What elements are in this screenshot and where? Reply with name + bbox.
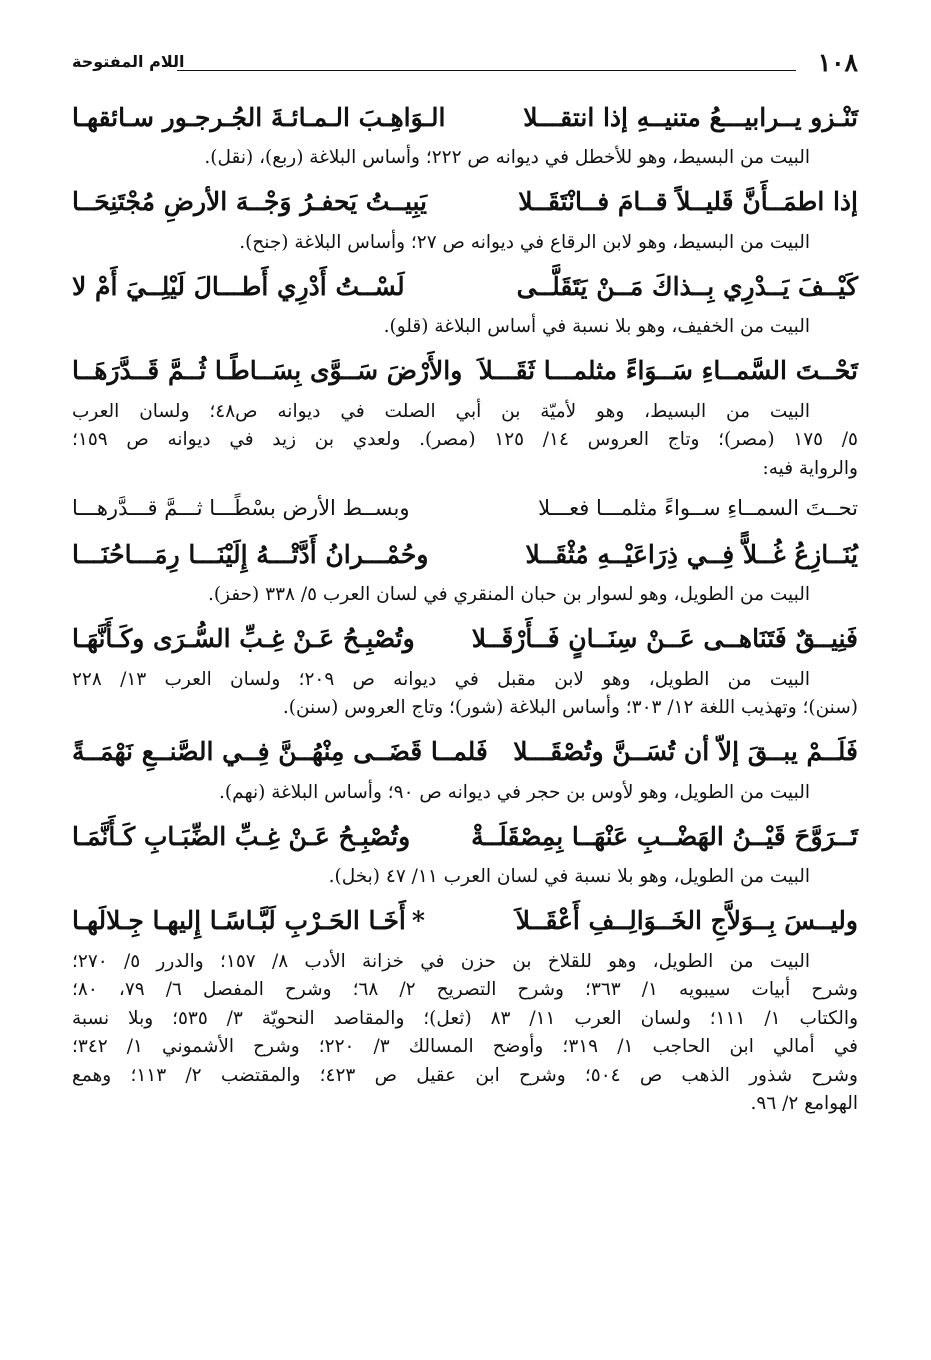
- verse-second-hemistich: كَيْــفَ يَــدْرِي بِــذاكَ مَــنْ يَتَقَلَّــى: [516, 271, 858, 301]
- verse-line: [72, 346, 858, 396]
- note-line: البيت من الطويل، وهو لسوار بن حبان المنقري في لسان العرب ٥/ ٣٣٨ (حفز).: [207, 584, 810, 605]
- running-title: اللام المفتوحة: [72, 52, 185, 71]
- verse-second-hemistich: إذا اطمَــأَنَّ قَليــلاً قــامَ فــانْتَقَــلا: [518, 187, 858, 216]
- verse-second-hemistich: يُنَــازِعُ غُــلاًّ فِــي ذِرَاعَيْــهِ مُثْقَــلا: [525, 539, 858, 569]
- verse-line: [72, 177, 858, 227]
- note-line: (سنن)؛ وتهذيب اللغة ١٢/ ٣٠٣؛ وأساس البلاغة (شور)؛ وتاج العروس (سنن).: [282, 697, 858, 718]
- verse-note: [72, 581, 858, 610]
- verse-first-hemistich: فَلمــا قَضَــى مِنْهُــنَّ فِــي الصَّنــعِ نَهْمَــةً: [72, 737, 488, 766]
- variant-first-hemistich: وبســط الأرض بسْطًـــا ثـــمَّ قـــدَّرهـــا: [72, 496, 410, 520]
- verse-first-hemistich: وتُصْبِـحُ عَـنْ غِـبِّ السُّـرَى وكَـأَنَّهَـا: [72, 624, 415, 653]
- verse-line: [72, 896, 858, 946]
- note-line: وشرح شذور الذهب ص ٥٠٤؛ وشرح ابن عقيل ص ٤٢٣؛ والمقتضب ٢/ ١١٣؛ وهمع: [72, 1064, 858, 1086]
- verse-line: [72, 261, 858, 311]
- shahid-star-marker: *: [411, 906, 425, 935]
- verse-first-hemistich: يَبِيــتُ يَحفـرُ وَجْــهَ الأرضِ مُجْتَنِحَــا: [72, 187, 428, 216]
- verse-line: [72, 529, 858, 579]
- verse-first-hemistich: وحُمْـــرانُ أَدَّتْـــهُ إِلَيْنَـــا رِمَـــاحُنَـــا: [72, 539, 429, 569]
- verse-second-hemistich: فَلَــمْ يبــقَ إلاّ أن تُسَــنَّ وتُصْقَـــلا: [513, 737, 858, 766]
- verse-line: [72, 92, 858, 142]
- verse-note: [72, 779, 858, 808]
- note-line: في أمالي ابن الحاجب ١/ ٣١٩؛ وأوضح المسالك ٣/ ٢٢٠؛ وشرح الأشموني ١/ ٣٤٢؛: [72, 1036, 858, 1057]
- header-rule: [177, 70, 796, 71]
- note-line: البيت من البسيط، وهو لابن الرقاع في ديوانه ص ٢٧؛ وأساس البلاغة (جنح).: [239, 231, 810, 253]
- page-body: [72, 92, 858, 1123]
- note-line: البيت من البسيط، وهو للأخطل في ديوانه ص ٢٢٢؛ وأساس البلاغة (ربع)، (نقل).: [204, 147, 810, 168]
- verse-line: [72, 727, 858, 777]
- note-line: البيت من الطويل، وهو لابن مقبل في ديوانه ص ٢٠٩؛ ولسان العرب ١٣/ ٢٢٨: [72, 668, 810, 690]
- note-line: البيت من الطويل، وهو بلا نسبة في لسان العرب ١١/ ٤٧ (بخل).: [328, 866, 810, 887]
- verse-first-hemistich: والأَرْضَ سَــوَّى بِسَــاطًـا ثُــمَّ قَــدَّرَهَــا: [72, 356, 463, 385]
- verse-first-hemistich: لَسْــتُ أَدْرِي أَطـــالَ لَيْلِــيَ أَمْ لا: [72, 271, 405, 301]
- verse-first-hemistich: الـوَاهِـبَ الـمـائـةَ الجُـرجـور سـائقهـا: [72, 102, 446, 132]
- verse-second-hemistich: تَنْـزو يــرابيـــعُ متنيــهِ إذا انتقـــلا: [523, 102, 858, 132]
- page-number: ١٠٨: [817, 48, 858, 77]
- page-header: [72, 50, 858, 78]
- variant-second-hemistich: تحــتَ السمــاءِ ســواءً مثلمـــا فعـــلا: [538, 496, 858, 520]
- note-line: البيت من الخفيف، وهو بلا نسبة في أساس البلاغة (قلو).: [383, 316, 810, 337]
- note-line: وشرح أبيات سيبويه ١/ ٣٦٣؛ وشرح التصريح ٢/ ٦٨؛ وشرح المفصل ٦/ ٧٩، ٨٠؛: [72, 979, 858, 1000]
- verse-second-hemistich: تَــرَوَّحَ قَيْــنُ الهَضْــبِ عَنْهَــا بِمِصْقَلَــةْ: [471, 821, 858, 851]
- note-line: البيت من الطويل، وهو للقلاخ بن حزن في خزانة الأدب ٨/ ١٥٧؛ والدرر ٥/ ٢٧٠؛: [72, 950, 810, 972]
- verse-note: [72, 144, 858, 173]
- hemistich-text: أَخَـا الحَـرْبِ لَبَّـاسًـا إِليهـا جِـلالَهـا: [72, 906, 406, 935]
- verse-line: [72, 811, 858, 861]
- verse-note: [72, 313, 858, 342]
- verse-line: [72, 614, 858, 664]
- verse-note: [72, 863, 858, 892]
- verse-note: [72, 666, 858, 723]
- note-line: والكتاب ١/ ١١١؛ ولسان العرب ١١/ ٨٣ (ثعل)؛ والمقاصد النحويّة ٣/ ٥٣٥؛ وبلا نسبة: [72, 1007, 859, 1029]
- verse-note: [72, 948, 858, 1119]
- note-line: الهوامع ٢/ ٩٦.: [750, 1093, 858, 1114]
- verse-first-hemistich: [72, 906, 425, 935]
- note-line: البيت من الطويل، وهو لأوس بن حجر في ديوانه ص ٩٠؛ وأساس البلاغة (نهم).: [219, 781, 810, 803]
- note-line: البيت من البسيط، وهو لأميّة بن أبي الصلت في ديوانه ص٤٨؛ ولسان العرب: [72, 400, 811, 422]
- note-line: والرواية فيه:: [762, 457, 858, 479]
- verse-second-hemistich: تَحْــتَ السَّمــاءِ سَــوَاءً مثلمـــا ثَقَـــلاَ: [478, 356, 858, 385]
- variant-verse-line: [72, 487, 858, 529]
- verse-second-hemistich: فَنِيــقٌ فَتَنَاهــى عَــنْ سِنَــانٍ فَــأَرْقَــلا: [471, 624, 858, 653]
- verse-note: [72, 398, 858, 484]
- note-line: ٥/ ١٧٥ (مصر)؛ وتاج العروس ١٤/ ١٢٥ (مصر). ولعدي بن زيد في ديوانه ص ١٥٩؛: [72, 429, 858, 450]
- verse-note: [72, 229, 858, 258]
- verse-second-hemistich: وليــسَ بِــوَلاَّجِ الخَــوَالِــفِ أَعْقَــلاَ: [515, 906, 858, 935]
- verse-first-hemistich: وتُصْبِـحُ عَـنْ غِـبِّ الضِّبَـابِ كَـأَنَّمَـا: [72, 821, 411, 851]
